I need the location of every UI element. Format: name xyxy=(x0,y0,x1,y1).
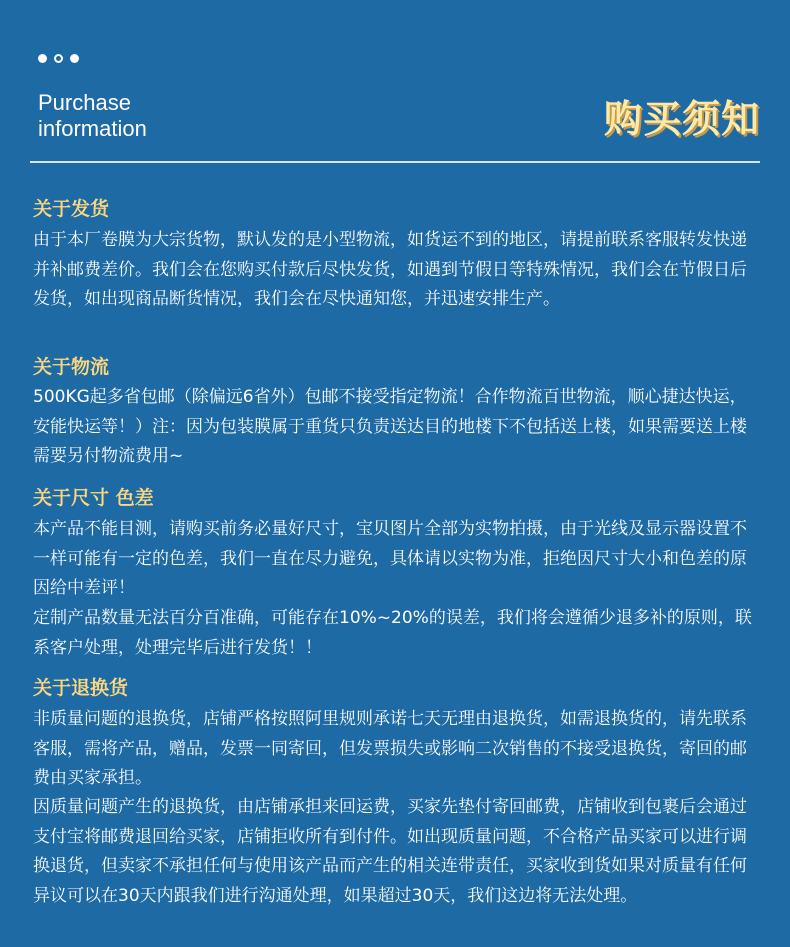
section-text-size-color-1: 本产品不能目测，请购买前务必量好尺寸，宝贝图片全部为实物拍摄，由于光线及显示器设置不一样可能有一定的色差，我们一直在尽力避免，具体请以实物为准，拒绝因尺寸大小和色差的原因给中差评！ xyxy=(33,519,747,598)
dot-icon xyxy=(38,54,47,63)
section-title-size-color: 关于尺寸 色差 xyxy=(33,487,154,509)
section-title-shipping: 关于发货 xyxy=(33,198,110,220)
section-text-shipping: 由于本厂卷膜为大宗货物，默认发的是小型物流，如货运不到的地区，请提前联系客服转发快递并补邮费差价。我们会在您购买付款后尽快发货，如遇到节假日等特殊情况，我们会在节假日后发货，如出现商品断货情况，我们会在尽快通知您，并迅速安排生产。 xyxy=(33,230,747,309)
section-title-logistics: 关于物流 xyxy=(33,356,110,378)
section-text-returns-1: 非质量问题的退换货，店铺严格按照阿里规则承诺七天无理由退换货，如需退换货的，请先联系客服，需将产品，赠品，发票一同寄回，但发票损失或影响二次销售的不接受退换货，寄回的邮费由买家承担。 xyxy=(33,709,747,788)
header-divider xyxy=(30,161,760,163)
section-text-returns-2: 因质量问题产生的退换货，由店铺承担来回运费，买家先垫付寄回邮费，店铺收到包裹后会通过支付宝将邮费退回给买家，店铺拒收所有到付件。如出现质量问题，不合格产品买家可以进行调换退货，但卖家不承担任何与使用该产品而产生的相关连带责任，买家收到货如果对质量有任何异议可以在30天内跟我们进行沟通处理，如果超过30天，我们这边将无法处理。 xyxy=(33,797,747,906)
section-text-size-color-2: 定制产品数量无法百分百准确，可能存在10%~20%的误差，我们将会遵循少退多补的原则，联系客户处理，处理完毕后进行发货！！ xyxy=(33,608,752,658)
decorative-dots xyxy=(38,54,79,63)
section-title-returns: 关于退换货 xyxy=(33,677,129,699)
dot-icon xyxy=(54,54,63,63)
dot-icon xyxy=(70,54,79,63)
english-title: Purchase information xyxy=(38,90,147,141)
section-text-logistics: 500KG起多省包邮（除偏远6省外）包邮不接受指定物流！合作物流百世物流，顺心捷达快运，安能快运等！）注：因为包装膜属于重货只负责送达目的地楼下不包括送上楼，如果需要送上楼 需要另付物流费用~ xyxy=(33,387,747,466)
chinese-title: 购买须知 xyxy=(603,97,760,141)
